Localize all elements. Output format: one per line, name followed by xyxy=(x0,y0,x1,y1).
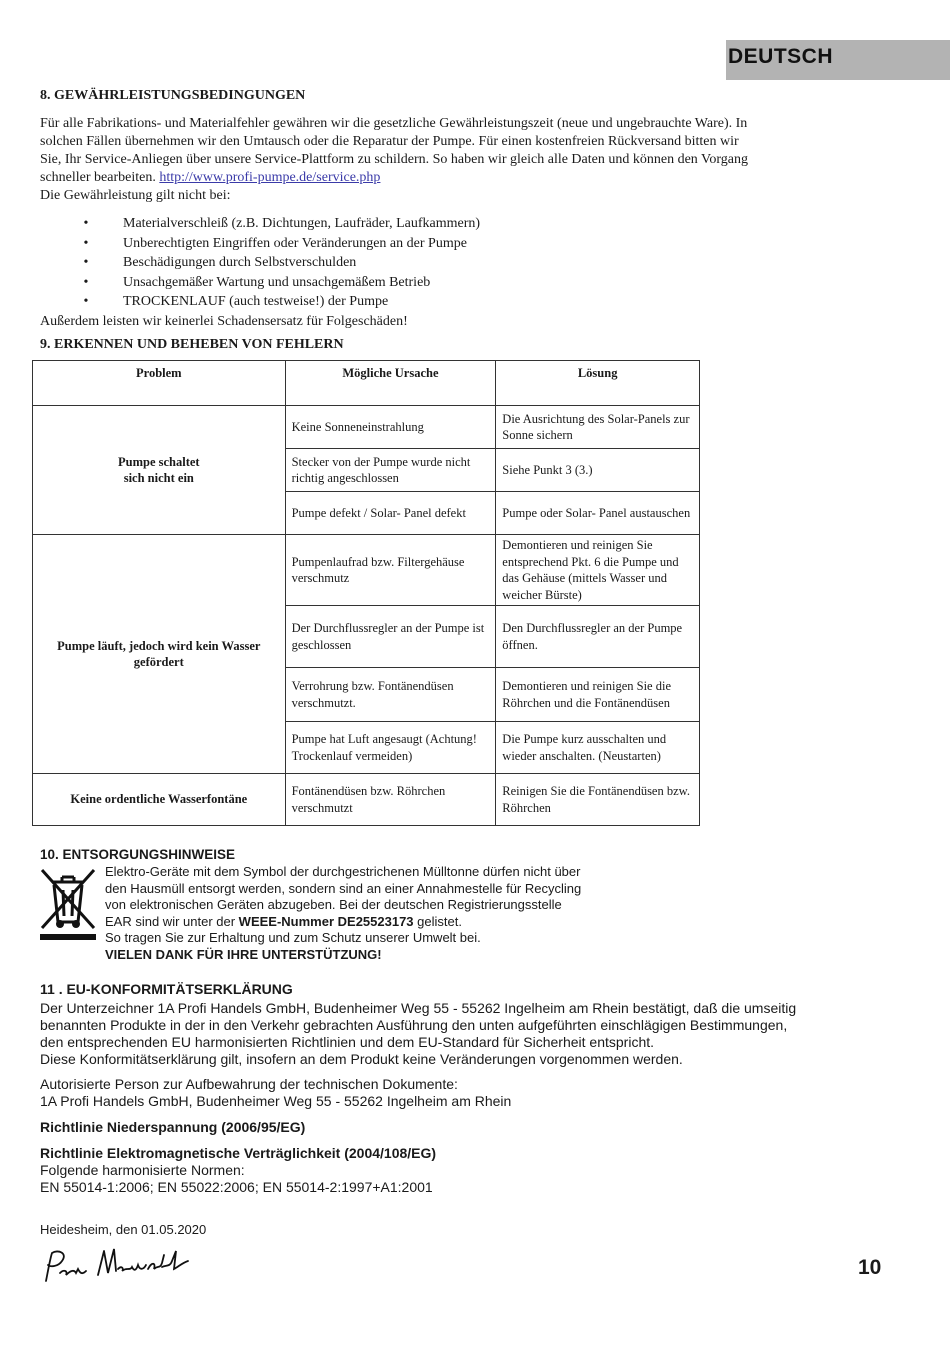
s8-line-4 xyxy=(40,169,920,187)
solution-cell: Siehe Punkt 3 (3.) xyxy=(496,449,700,492)
s10-line-1: Elektro-Geräte mit dem Symbol der durchgestrichenen Mülltonne dürfen nicht über xyxy=(105,864,581,879)
cause-cell: Pumpe defekt / Solar- Panel defekt xyxy=(285,492,496,535)
s8-closing: Außerdem leisten wir keinerlei Schadensersatz für Folgeschäden! xyxy=(40,314,408,329)
language-label: DEUTSCH xyxy=(728,45,834,68)
s11-line-2: benannten Produkte in der in den Verkehr gebrachten Ausführung den unten aufgeführten einschlägigen Bestimmungen, xyxy=(40,1017,788,1033)
s10-line-4-suffix: gelistet. xyxy=(413,913,462,929)
section-10-heading: 10. ENTSORGUNGSHINWEISE xyxy=(40,847,236,862)
cause-cell: Fontänendüsen bzw. Röhrchen verschmutzt xyxy=(285,774,496,826)
bullet-icon: • xyxy=(83,274,89,290)
solution-cell: Demontieren und reinigen Sie entsprechend Pkt. 6 die Pumpe und das Gehäuse (mittels Wasser und weicher Bürste) xyxy=(496,535,700,606)
directive-emc: Richtlinie Elektromagnetische Verträglichkeit (2004/108/EG) xyxy=(40,1145,437,1161)
bullet-icon: • xyxy=(83,216,89,231)
s11-line-1: Der Unterzeichner 1A Profi Handels GmbH, Budenheimer Weg 55 - 55262 Ingelheim am Rhein bestätigt, daß die umseitig xyxy=(40,1000,797,1016)
s10-line-5: So tragen Sie zur Erhaltung und zum Schutz unserer Umwelt bei. xyxy=(105,930,481,945)
cause-cell: Pumpenlaufrad bzw. Filtergehäuse verschmutz xyxy=(285,535,496,606)
language-tab xyxy=(726,40,950,80)
table-row xyxy=(33,406,700,449)
section-11-body xyxy=(40,1000,920,1068)
troubleshooting-table xyxy=(32,360,700,826)
section-9-heading: 9. ERKENNEN UND BEHEBEN VON FEHLERN xyxy=(40,337,344,352)
exclusion-list xyxy=(81,216,681,314)
s10-line-2: den Hausmüll entsorgt werden, sondern sind an einer Annahmestelle für Recycling xyxy=(105,880,582,896)
s8-line-4-text: schneller bearbeiten. xyxy=(40,170,160,185)
cause-cell: Pumpe hat Luft angesaugt (Achtung! Trockenlauf vermeiden) xyxy=(285,722,496,774)
col-header-cause: Mögliche Ursache xyxy=(285,361,496,406)
signature-image xyxy=(38,1245,198,1287)
thanks-line: VIELEN DANK FÜR IHRE UNTERSTÜTZUNG! xyxy=(105,946,382,962)
section-8-heading: 8. GEWÄHRLEISTUNGSBEDINGUNGEN xyxy=(40,88,306,103)
norms-list: EN 55014-1:2006; EN 55022:2006; EN 55014-2:1997+A1:2001 xyxy=(40,1179,433,1195)
auth-value: 1A Profi Handels GmbH, Budenheimer Weg 55 - 55262 Ingelheim am Rhein xyxy=(40,1093,512,1109)
solution-cell: Demontieren und reinigen Sie die Röhrchen und die Fontänendüsen xyxy=(496,668,700,722)
weee-number: WEEE-Nummer DE25523173 xyxy=(238,913,414,929)
s10-line-3: von elektronischen Geräten abzugeben. Bei der deutschen Registrierungsstelle xyxy=(105,897,562,912)
table-header-row xyxy=(33,361,700,406)
s10-line-4 xyxy=(105,914,665,931)
bullet-icon: • xyxy=(83,235,89,251)
place-date: Heidesheim, den 01.05.2020 xyxy=(40,1222,207,1237)
cause-cell: Stecker von der Pumpe wurde nicht richtig angeschlossen xyxy=(285,449,496,492)
auth-label: Autorisierte Person zur Aufbewahrung der technischen Dokumente: xyxy=(40,1076,458,1092)
s8-line-2: solchen Fällen übernehmen wir den Umtausch oder die Reparatur der Pumpe. Für einen kostenfreien Rückversand bitten wir xyxy=(40,134,739,149)
norms-label: Folgende harmonisierte Normen: xyxy=(40,1162,245,1178)
solution-cell: Pumpe oder Solar- Panel austauschen xyxy=(496,492,700,535)
section-8-body xyxy=(40,115,920,205)
s8-line-5: Die Gewährleistung gilt nicht bei: xyxy=(40,188,231,203)
list-item: • Unsachgemäßer Wartung und unsachgemäßem Betrieb xyxy=(81,275,681,295)
list-item: • TROCKENLAUF (auch testweise!) der Pumpe xyxy=(81,294,681,314)
list-item: • Beschädigungen durch Selbstverschulden xyxy=(81,255,681,275)
solution-cell: Reinigen Sie die Fontänendüsen bzw. Röhrchen xyxy=(496,774,700,826)
table-row xyxy=(33,535,700,606)
solution-cell: Die Ausrichtung des Solar-Panels zur Sonne sichern xyxy=(496,406,700,449)
list-item: • Materialverschleiß (z.B. Dichtungen, Laufräder, Laufkammern) xyxy=(81,216,681,236)
s11-line-4: Diese Konformitätserklärung gilt, insofern an dem Produkt keine Veränderungen vorgenommen werden. xyxy=(40,1051,683,1067)
problem-cell: Keine ordentliche Wasserfontäne xyxy=(33,774,286,826)
section-10-body xyxy=(105,864,665,963)
crossed-out-bin-icon xyxy=(38,866,98,940)
s8-line-1: Für alle Fabrikations- und Materialfehler gewähren wir die gesetzliche Gewährleistungszeit (neue und ungebrauchte Ware). In xyxy=(40,116,748,131)
solution-cell: Den Durchflussregler an der Pumpe öffnen. xyxy=(496,606,700,668)
bullet-icon: • xyxy=(83,255,89,270)
cause-cell: Der Durchflussregler an der Pumpe ist geschlossen xyxy=(285,606,496,668)
directive-low-voltage: Richtlinie Niederspannung (2006/95/EG) xyxy=(40,1119,306,1135)
list-item: • Unberechtigten Eingriffen oder Veränderungen an der Pumpe xyxy=(81,236,681,256)
solution-cell: Die Pumpe kurz ausschalten und wieder anschalten. (Neustarten) xyxy=(496,722,700,774)
bullet-icon: • xyxy=(83,294,89,309)
section-11-heading: 11 . EU-KONFORMITÄTSERKLÄRUNG xyxy=(40,981,293,997)
col-header-problem: Problem xyxy=(33,361,286,406)
page-number: 10 xyxy=(858,1256,882,1279)
table-row xyxy=(33,774,700,826)
cause-cell: Keine Sonneneinstrahlung xyxy=(285,406,496,449)
cause-cell: Verrohrung bzw. Fontänendüsen verschmutzt. xyxy=(285,668,496,722)
s10-line-4-text: EAR sind wir unter der xyxy=(105,913,239,929)
problem-cell: Pumpe schaltet sich nicht ein xyxy=(33,406,286,535)
problem-cell: Pumpe läuft, jedoch wird kein Wasser gefördert xyxy=(33,535,286,774)
s11-line-3: den entsprechenden EU harmonisierten Richtlinien und dem EU-Standard für Sicherheit entspricht. xyxy=(40,1034,655,1050)
s8-line-3: Sie, Ihr Service-Anliegen über unsere Service-Plattform zu schildern. So haben wir gleich alle Daten und können den Vorgang xyxy=(40,152,748,167)
col-header-solution: Lösung xyxy=(496,361,700,406)
service-link[interactable]: http://www.profi-pumpe.de/service.php xyxy=(159,170,381,185)
